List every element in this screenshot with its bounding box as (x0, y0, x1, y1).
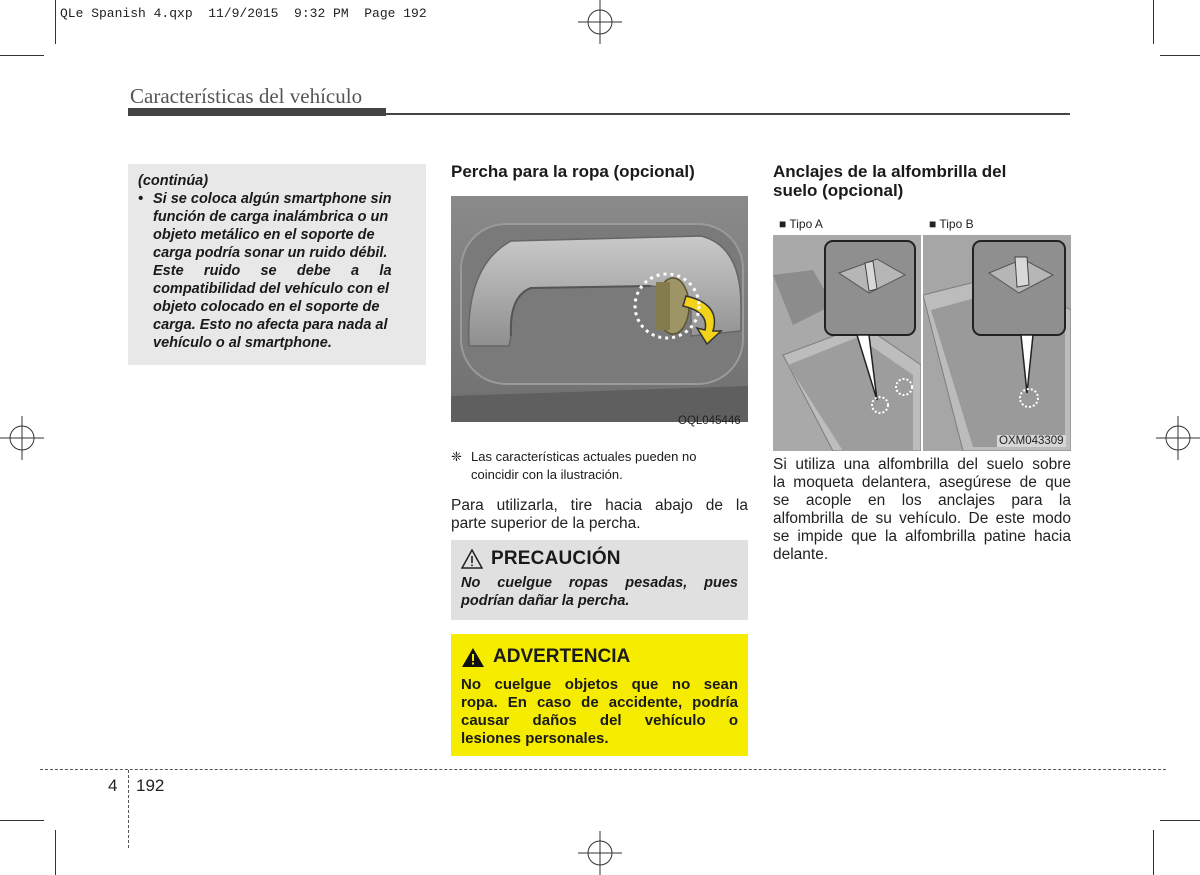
type-a-label: ■ Tipo A (779, 217, 823, 231)
caution-heading: PRECAUCIÓN (491, 548, 621, 569)
coat-hanger-illustration (451, 196, 748, 432)
registration-mark-top (578, 0, 622, 44)
footer-rule (40, 769, 1166, 770)
caution-text: No cuelgue ropas pesadas, pues podrían dañar la percha. (461, 575, 738, 609)
chapter-number: 4 (108, 776, 118, 795)
type-b-label: ■ Tipo B (929, 217, 974, 231)
footnote-symbol: ❈ (451, 449, 462, 464)
section-title-bar (128, 108, 386, 116)
warning-heading: ADVERTENCIA (493, 646, 631, 667)
bullet-marker: • (138, 191, 144, 207)
caution-triangle-icon (461, 549, 483, 569)
warning-box (451, 634, 748, 756)
registration-mark-left (0, 416, 44, 460)
page-number: 192 (136, 776, 165, 795)
illustration-footnote: ❈ Las características actuales pueden no coincidir con la ilustración. (451, 449, 697, 482)
floor-mat-illustration (773, 215, 1071, 451)
coat-hanger-photo-code: OQL045446 (678, 415, 741, 427)
print-header: QLe Spanish 4.qxp 11/9/2015 9:32 PM Page 192 (60, 6, 427, 21)
coat-hanger-title: Percha para la ropa (opcional) (451, 162, 695, 181)
caution-box (451, 540, 748, 620)
floor-mat-text: Si utiliza una alfombrilla del suelo sobre la moqueta delantera, asegúrese de que se acople en los anclajes para la alfombrilla de su vehículo. De este modo se impide que la alfombrilla patine hacia delante. (773, 456, 1071, 563)
floor-mat-photo-code: OXM043309 (999, 435, 1064, 447)
registration-mark-right (1156, 416, 1200, 460)
continued-note (128, 164, 426, 365)
note-bullet (138, 190, 416, 352)
warning-triangle-icon (461, 647, 485, 668)
section-title-rule (386, 113, 1070, 115)
note-bullet-text: Si se coloca algún smartphone sin función de carga inalámbrica o un objeto metálico en el soporte de carga podría sonar un ruido débil. Este ruido se debe a la compatibilidad del vehículo con el objeto colocado en el soporte de carga. Esto no afecta para nada al vehículo o al smartphone. (153, 191, 392, 351)
section-title: Características del vehículo (130, 84, 363, 108)
warning-text: No cuelgue objetos que no sean ropa. En caso de accidente, podría causar daños del vehículo o lesiones personales. (461, 676, 738, 747)
floor-mat-title: Anclajes de la alfombrilla del suelo (opcional) (773, 162, 1007, 200)
coat-hanger-usage: Para utilizarla, tire hacia abajo de la parte superior de la percha. (451, 497, 748, 532)
footer-divider (128, 770, 129, 848)
registration-mark-bottom (578, 831, 622, 875)
continued-label: (continúa) (138, 173, 209, 189)
